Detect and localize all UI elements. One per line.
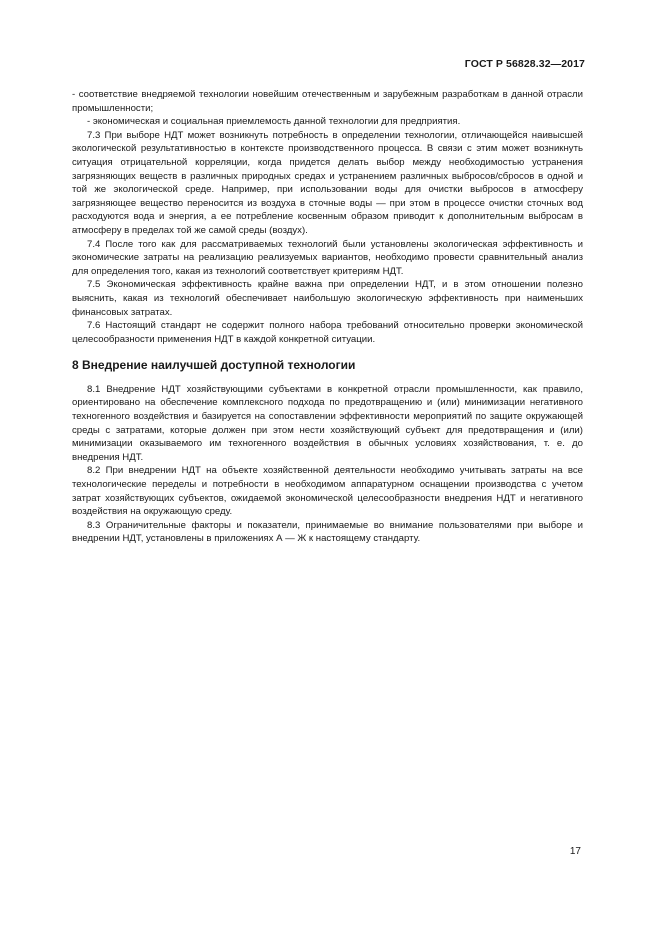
paragraph-7-6: 7.6 Настоящий стандарт не содержит полного набора требований относительно проверки экономической целесообразности применения НДТ в каждой конкретной ситуации. <box>72 320 583 345</box>
paragraph-bullet: - экономическая и социальная приемлемость данной технологии для предприятия. <box>87 116 461 128</box>
paragraph-bullet-continuation: - соответствие внедряемой технологии новейшим отечественным и зарубежным разработкам в данной отрасли промышленности; <box>72 89 583 114</box>
document-body <box>72 88 583 546</box>
paragraph-8-1: 8.1 Внедрение НДТ хозяйствующими субъектами в конкретной отрасли промышленности, как правило, ориентировано на обеспечение комплексного подхода по предотвращению и (или) минимизации негативного техногенного воздействия и базируется на сопоставлении эффективности мероприятий по защите окружающей среды с затратами, которые должен при этом нести хозяйствующий субъект для предотвращения и (или) минимизации оказываемого им техногенного воздействия в обычных условиях хозяйствования, т. е. до внедрения НДТ. <box>72 383 583 463</box>
paragraph-7-4: 7.4 После того как для рассматриваемых технологий были установлены экологическая эффективность и экономические затраты на реализацию реализуемых вариантов, необходимо провести сравнительный анализ для определения того, какая из технологий соответствует критериям НДТ. <box>72 238 583 277</box>
document-header: ГОСТ Р 56828.32—2017 <box>464 58 585 70</box>
paragraph-8-2: 8.2 При внедрении НДТ на объекте хозяйственной деятельности необходимо учитывать затраты на все технологические переделы и потребности в необходимом аппаратурном оснащении производства с учетом затрат хозяйствующих субъектов, ожидаемой экономической целесообразности внедрения НДТ и негативного воздействия на окружающую среду. <box>72 465 583 518</box>
paragraph-7-3: 7.3 При выборе НДТ может возникнуть потребность в определении технологии, отличающейся наивысшей экологической результативностью в контексте производственного процесса. В связи с этим может возникнуть ситуация отрицательной корреляции, когда придется делать выбор между необходимостью устранения загрязняющих веществ в различных природных средах и устранением различных выбросов/сбросов в одной и той же экологической среде. Например, при использовании воды для очистки выбросов в атмосферу загрязняющее вещество переносится из воздуха в сточные воды — при этом в процессе очистки сточных вод расходуются вода и энергия, а ее потребление косвенным образом приводит к дополнительным выбросам в атмосферу в пределах той же самой среды (воздух). <box>72 129 583 236</box>
paragraph-7-5: 7.5 Экономическая эффективность крайне важна при определении НДТ, и в этом отношении полезно выяснить, какая из технологий обеспечивает наибольшую экологическую эффективность при наименьших финансовых затратах. <box>72 279 583 318</box>
page-number: 17 <box>569 846 581 857</box>
section-8-heading: 8 Внедрение наилучшей доступной технологии <box>72 358 356 373</box>
paragraph-8-3: 8.3 Ограничительные факторы и показатели, принимаемые во внимание пользователями при выборе и внедрении НДТ, установлены в приложениях А — Ж к настоящему стандарту. <box>72 519 583 545</box>
